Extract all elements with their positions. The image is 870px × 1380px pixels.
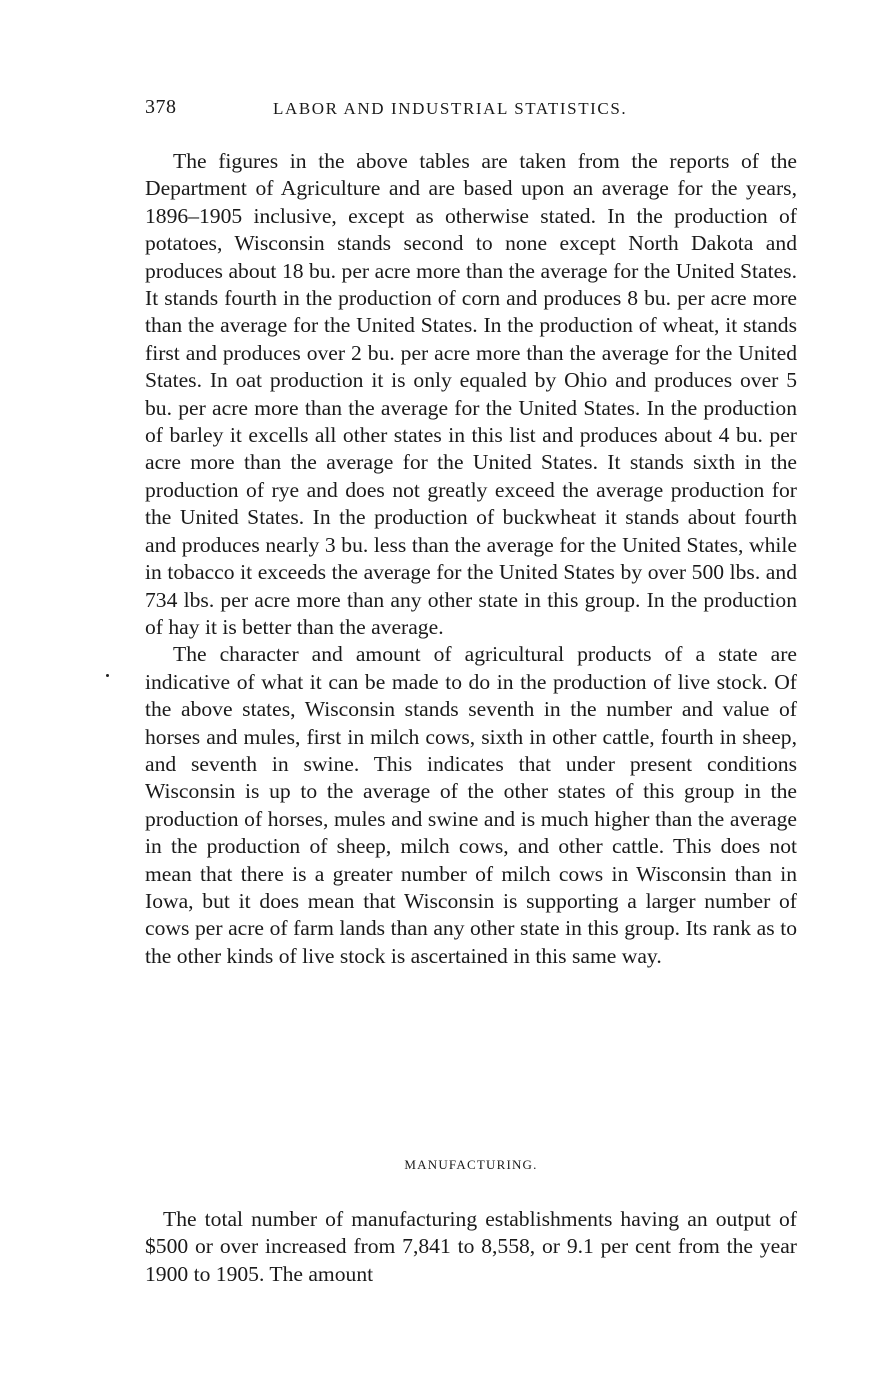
section-heading-manufacturing: MANUFACTURING. — [404, 1157, 538, 1172]
paragraph-live-stock: The character and amount of agricultural products of a state are indicative of what it can be made to do in the production of live stock. Of the above states, Wisconsin stands seventh in the number and value of horses and mules, first in milch cows, sixth in other cattle, fourth in sheep, and seventh in swine. This indicates that under present conditions Wisconsin is up to the average of the other states of this group in the production of horses, mules and swine and is much higher than the average in the production of sheep, milch cows, and other cattle. This does not mean that there is a greater number of milch cows in Wisconsin than in Iowa, but it does mean that Wisconsin is supporting a larger number of cows per acre of farm lands than any other state in this group. Its rank as to the other kinds of live stock is ascertained in this same way. — [145, 642, 797, 968]
body-text — [145, 148, 797, 970]
paragraph-manufacturing: The total number of manufacturing establishments having an output of $500 or over increased from 7,841 to 8,558, or 9.1 per cent from the year 1900 to 1905. The amount — [145, 1207, 797, 1286]
section-body — [145, 1206, 797, 1288]
page-number: 378 — [145, 96, 177, 118]
paragraph-crop-statistics: The figures in the above tables are taken from the reports of the Department of Agriculture and are based upon an average for the years, 1896–1905 inclusive, except as otherwise stated. In the production of potatoes, Wisconsin stands second to none except North Dakota and produces about 18 bu. per acre more than the average for the United States. It stands fourth in the production of corn and produces 8 bu. per acre more than the average for the United States. In the production of wheat, it stands first and produces over 2 bu. per acre more than the average for the United States. In oat production it is only equaled by Ohio and produces over 5 bu. per acre more than the average for the United States. In the production of barley it excells all other states in this list and produces about 4 bu. per acre more than the average for the United States. It stands sixth in the production of rye and does not greatly exceed the average production for the United States. In the production of buckwheat it stands about fourth and produces nearly 3 bu. less than the average for the United States, while in tobacco it exceeds the average for the United States by over 500 lbs. and 734 lbs. per acre more than any other state in this group. In the production of hay it is better than the average. — [145, 149, 797, 639]
running-title: LABOR AND INDUSTRIAL STATISTICS. — [273, 99, 628, 118]
print-speck — [106, 674, 109, 677]
running-head — [145, 96, 800, 126]
